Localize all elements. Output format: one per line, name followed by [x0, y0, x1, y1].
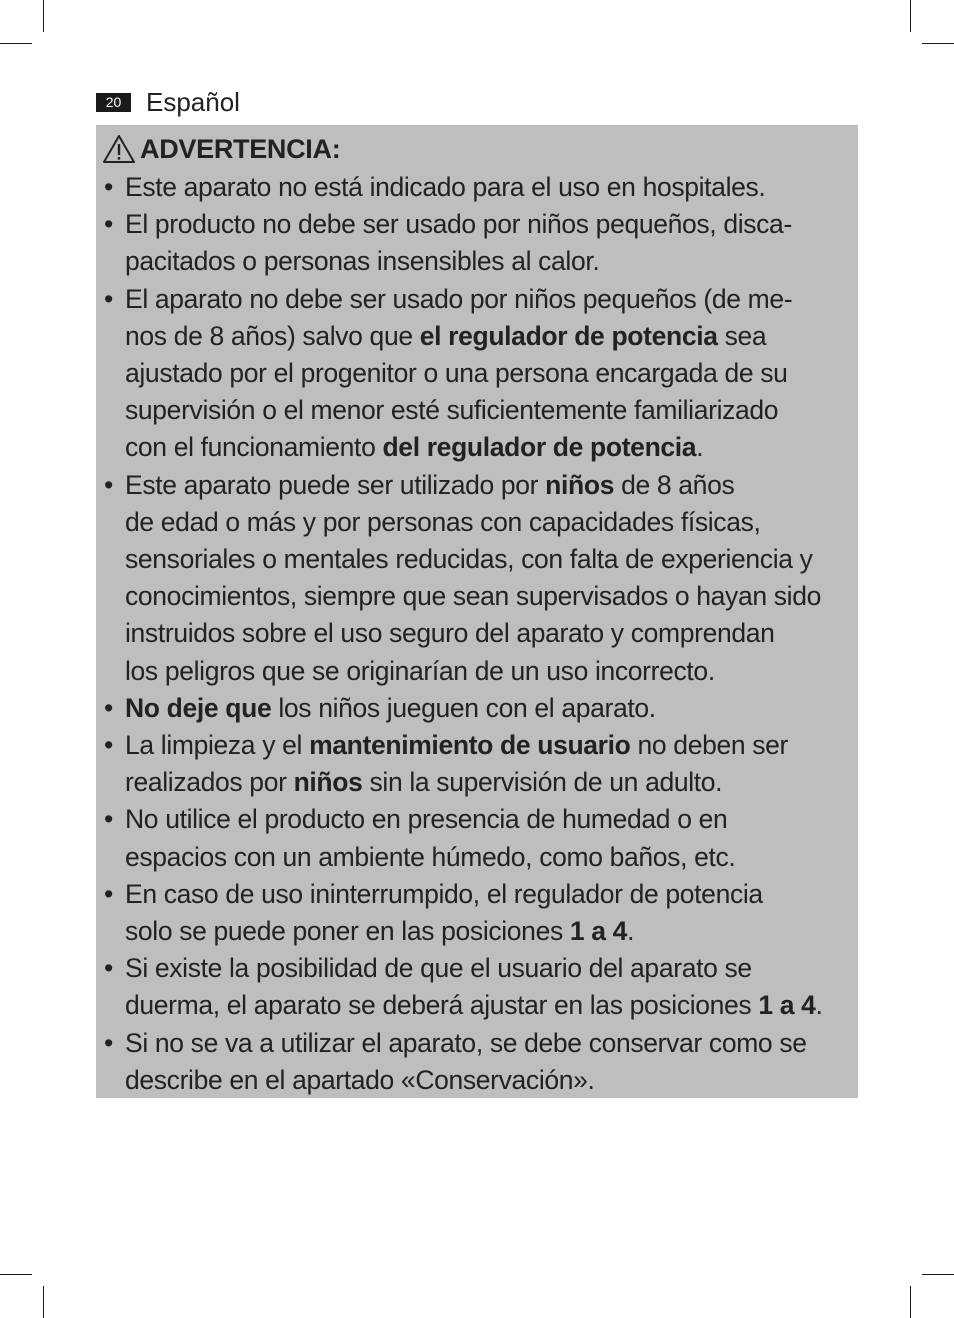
warning-item-line — [125, 169, 852, 206]
emphasis-text: No deje que — [125, 692, 272, 723]
body-text: Si no se va a utilizar el aparato, se debe conservar como se — [125, 1027, 807, 1058]
body-text: Este aparato no está indicado para el uso en hospitales. — [125, 172, 766, 202]
body-text: Si existe la posibilidad de que el usuario del aparato se — [125, 953, 752, 984]
body-text: nos de 8 años) salvo que — [125, 320, 420, 351]
body-text: supervisión o el menor esté suficientemente familiarizado — [125, 395, 779, 426]
warning-item-line — [125, 690, 852, 727]
crop-mark — [0, 1274, 32, 1275]
bullet-marker: • — [104, 469, 113, 500]
body-text: duerma, el aparato se deberá ajustar en las posiciones — [125, 990, 759, 1021]
bullet-marker: • — [104, 878, 113, 909]
bullet-marker: • — [104, 804, 113, 835]
warning-item — [102, 467, 852, 690]
emphasis-text: el regulador de potencia — [419, 320, 718, 351]
warning-box — [96, 125, 858, 1098]
warning-item-line — [125, 355, 852, 392]
emphasis-text: 1 a 4 — [758, 990, 816, 1021]
page-number: 20 — [96, 93, 131, 112]
crop-mark — [43, 1286, 44, 1318]
warning-item-line — [125, 615, 852, 652]
body-text: pacitados o personas insensibles al calor. — [125, 246, 600, 277]
body-text: No utilice el producto en presencia de humedad o en — [125, 804, 728, 835]
warning-item-line — [125, 281, 852, 318]
body-text: . — [815, 990, 823, 1021]
body-text: conocimientos, siempre que sean supervisados o hayan sido — [125, 581, 821, 612]
emphasis-text: mantenimiento de usuario — [309, 730, 631, 761]
bullet-marker: • — [104, 172, 113, 202]
warning-item — [102, 281, 852, 467]
crop-mark — [922, 1274, 954, 1275]
crop-mark — [922, 43, 954, 44]
body-text: instruidos sobre el uso seguro del aparato y comprendan — [125, 618, 775, 649]
crop-mark — [910, 0, 911, 32]
body-text: sensoriales o mentales reducidas, con falta de experiencia y — [125, 544, 813, 575]
warning-item — [102, 801, 852, 875]
warning-triangle-icon — [102, 134, 136, 164]
body-text: de 8 años — [614, 469, 735, 500]
body-text: con el funcionamiento — [125, 432, 383, 463]
bullet-marker: • — [104, 283, 113, 314]
warning-item — [102, 206, 852, 280]
body-text: ajustado por el progenitor o una persona encargada de su — [125, 358, 788, 389]
warning-item-line — [125, 429, 852, 466]
body-text: Este aparato puede ser utilizado por — [125, 469, 546, 500]
warning-item-line — [125, 727, 852, 764]
warning-item — [102, 727, 852, 801]
warning-item-line — [125, 467, 852, 504]
body-text: sea — [717, 320, 767, 351]
body-text: los niños jueguen con el aparato. — [271, 692, 656, 723]
warning-item-line — [125, 913, 852, 950]
warning-item-line — [125, 1062, 852, 1099]
warning-item-line — [125, 653, 852, 690]
warning-item-line — [125, 392, 852, 429]
body-text: realizados por — [125, 767, 294, 798]
warning-item-line — [125, 987, 852, 1024]
emphasis-text: del regulador de potencia — [382, 432, 697, 463]
warning-title: ADVERTENCIA: — [140, 133, 341, 164]
body-text: El aparato no debe ser usado por niños pequeños (de me- — [125, 283, 793, 314]
warning-item — [102, 690, 852, 727]
bullet-marker: • — [104, 730, 113, 761]
crop-mark — [43, 0, 44, 32]
bullet-marker: • — [104, 1027, 113, 1058]
warning-item-line — [125, 243, 852, 280]
body-text: de edad o más y por personas con capacidades físicas, — [125, 506, 761, 537]
body-text: describe en el apartado «Conservación». — [125, 1064, 595, 1095]
body-text: no deben ser — [630, 730, 789, 761]
body-text: En caso de uso ininterrumpido, el regulador de potencia — [125, 878, 763, 909]
emphasis-text: 1 a 4 — [569, 916, 628, 947]
body-text: solo se puede poner en las posiciones — [125, 916, 570, 947]
body-text: los peligros que se originarían de un uso incorrecto. — [125, 655, 715, 686]
warning-heading — [102, 131, 852, 167]
bullet-marker: • — [104, 209, 113, 240]
warning-item-line — [125, 839, 852, 876]
section-title: Español — [146, 86, 240, 117]
emphasis-text: niños — [545, 469, 615, 500]
crop-mark — [0, 43, 32, 44]
page-header — [96, 88, 240, 116]
crop-mark — [910, 1286, 911, 1318]
warning-item — [102, 950, 852, 1024]
bullet-marker: • — [104, 692, 113, 723]
body-text: . — [627, 916, 635, 947]
warning-item-line — [125, 318, 852, 355]
emphasis-text: niños — [293, 767, 363, 798]
body-text: El producto no debe ser usado por niños pequeños, disca- — [125, 209, 792, 240]
warning-item — [102, 876, 852, 950]
warning-item-line — [125, 764, 852, 801]
warning-item — [102, 169, 852, 206]
warning-item-line — [125, 801, 852, 838]
warning-item-line — [125, 1025, 852, 1062]
warning-item-line — [125, 950, 852, 987]
warning-item-line — [125, 876, 852, 913]
warning-list — [102, 169, 852, 1099]
warning-item-line — [125, 541, 852, 578]
body-text: La limpieza y el — [125, 730, 310, 761]
warning-item-line — [125, 206, 852, 243]
warning-item — [102, 1025, 852, 1099]
body-text: sin la supervisión de un adulto. — [362, 767, 723, 798]
warning-item-line — [125, 504, 852, 541]
body-text: . — [696, 432, 704, 463]
bullet-marker: • — [104, 953, 113, 984]
body-text: espacios con un ambiente húmedo, como baños, etc. — [125, 841, 736, 872]
warning-item-line — [125, 578, 852, 615]
